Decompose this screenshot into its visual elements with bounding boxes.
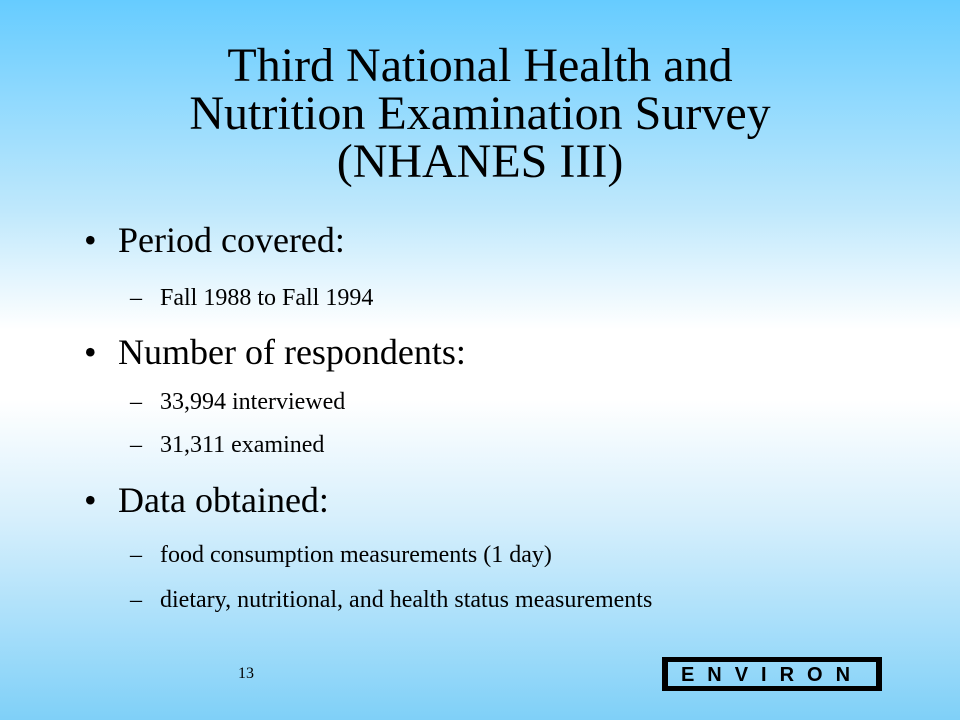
logo-text: ENVIRON [680,664,864,686]
logo-bottom-bar [662,686,882,691]
dash-icon: – [130,587,142,613]
bullet-label: Data obtained: [118,480,329,520]
slide-title [0,39,960,188]
sub-item-text: 33,994 interviewed [160,389,346,415]
sub-item-text: dietary, nutritional, and health status measurements [160,587,653,613]
bullet-period [84,220,345,260]
sub-item-food [130,541,552,569]
bullet-dot-icon: • [84,332,97,372]
sub-item-examined [130,431,324,459]
sub-item-text: 31,311 examined [160,432,325,458]
sub-item-text: food consumption measurements (1 day) [160,542,552,568]
logo-left-bar [662,657,668,691]
dash-icon: – [130,285,142,311]
sub-item-period [130,284,373,312]
logo-right-bar [876,657,882,691]
bullet-dot-icon: • [84,480,97,520]
dash-icon: – [130,389,142,415]
page-number: 13 [238,665,254,682]
environ-logo [662,657,882,691]
bullet-dot-icon: • [84,220,97,260]
dash-icon: – [130,542,142,568]
bullet-respondents [84,332,466,372]
sub-item-dietary [130,586,652,614]
sub-item-interviewed [130,388,345,416]
bullet-label: Number of respondents: [118,332,466,372]
bullet-label: Period covered: [118,220,345,260]
title-line-2: Nutrition Examination Survey [189,87,771,140]
title-line-3: (NHANES III) [336,135,624,188]
logo-top-bar [662,657,882,662]
dash-icon: – [130,432,142,458]
title-line-1: Third National Health and [227,39,733,92]
bullet-data [84,480,329,520]
sub-item-text: Fall 1988 to Fall 1994 [160,285,374,311]
